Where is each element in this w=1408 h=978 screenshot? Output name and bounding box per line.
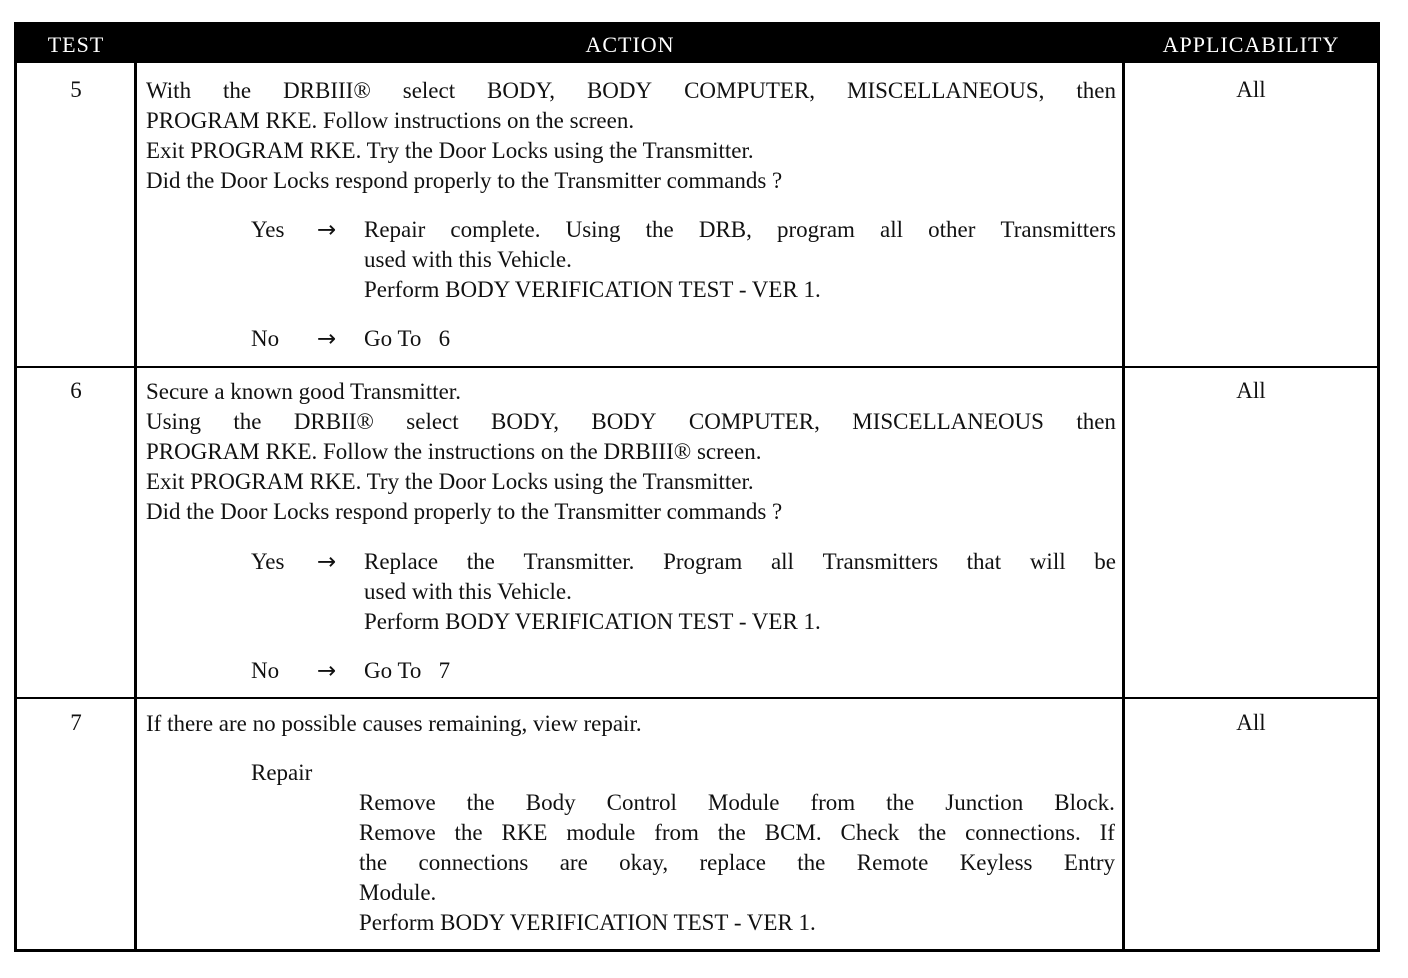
instruction-line: PROGRAM RKE. Follow the instructions on the DRBIII® screen. — [146, 439, 762, 464]
instruction-line: Exit PROGRAM RKE. Try the Door Locks using the Transmitter. — [146, 138, 754, 163]
right-arrow-icon: → — [317, 658, 337, 684]
instruction-line: Exit PROGRAM RKE. Try the Door Locks using the Transmitter. — [146, 469, 754, 494]
test-number: 7 — [70, 710, 82, 735]
table-header — [17, 25, 1377, 63]
instruction-line: PROGRAM RKE. Follow instructions on the screen. — [146, 108, 635, 133]
row-divider — [17, 697, 1377, 699]
header-applicability: APPLICABILITY — [1162, 32, 1340, 57]
yes-outcome-line: Perform BODY VERIFICATION TEST - VER 1. — [364, 609, 821, 634]
test-number: 5 — [70, 77, 82, 102]
no-label: No — [251, 326, 280, 351]
column-divider — [1122, 63, 1125, 949]
yes-label: Yes — [251, 549, 285, 574]
repair-line: Remove the Body Control Module from the Junction Block. — [359, 790, 1115, 815]
repair-line: Module. — [359, 880, 437, 905]
repair-line: Remove the RKE module from the BCM. Check the connections. If — [359, 820, 1115, 845]
header-test: TEST — [47, 32, 105, 57]
test-number: 6 — [70, 378, 82, 403]
instruction-line: Did the Door Locks respond properly to the Transmitter commands ? — [146, 499, 783, 524]
repair-label: Repair — [251, 760, 313, 785]
no-outcome: Go To 7 — [364, 658, 451, 683]
yes-outcome-line: Perform BODY VERIFICATION TEST - VER 1. — [364, 277, 821, 302]
yes-outcome-line: used with this Vehicle. — [364, 247, 572, 272]
repair-line: the connections are okay, replace the Remote Keyless Entry — [359, 850, 1115, 875]
no-outcome: Go To 6 — [364, 326, 451, 351]
right-arrow-icon: → — [317, 217, 337, 243]
instruction-line: With the DRBIII® select BODY, BODY COMPUTER, MISCELLANEOUS, then — [146, 78, 1116, 103]
header-action: ACTION — [585, 32, 675, 57]
instruction-line: Using the DRBII® select BODY, BODY COMPUTER, MISCELLANEOUS then — [146, 409, 1116, 434]
diagnostic-test-table — [14, 22, 1380, 952]
applicability-value: All — [1236, 77, 1266, 102]
column-divider — [134, 63, 137, 949]
yes-outcome-line: Replace the Transmitter. Program all Transmitters that will be — [364, 549, 1116, 574]
yes-label: Yes — [251, 217, 285, 242]
yes-outcome-line: used with this Vehicle. — [364, 579, 572, 604]
applicability-value: All — [1236, 710, 1266, 735]
row-divider — [17, 366, 1377, 368]
no-label: No — [251, 658, 280, 683]
instruction-line: If there are no possible causes remaining, view repair. — [146, 711, 642, 736]
instruction-line: Did the Door Locks respond properly to the Transmitter commands ? — [146, 168, 783, 193]
repair-line: Perform BODY VERIFICATION TEST - VER 1. — [359, 910, 816, 935]
applicability-value: All — [1236, 378, 1266, 403]
yes-outcome-line: Repair complete. Using the DRB, program all other Transmitters — [364, 217, 1116, 242]
right-arrow-icon: → — [317, 549, 337, 575]
right-arrow-icon: → — [317, 326, 337, 352]
instruction-line: Secure a known good Transmitter. — [146, 379, 461, 404]
